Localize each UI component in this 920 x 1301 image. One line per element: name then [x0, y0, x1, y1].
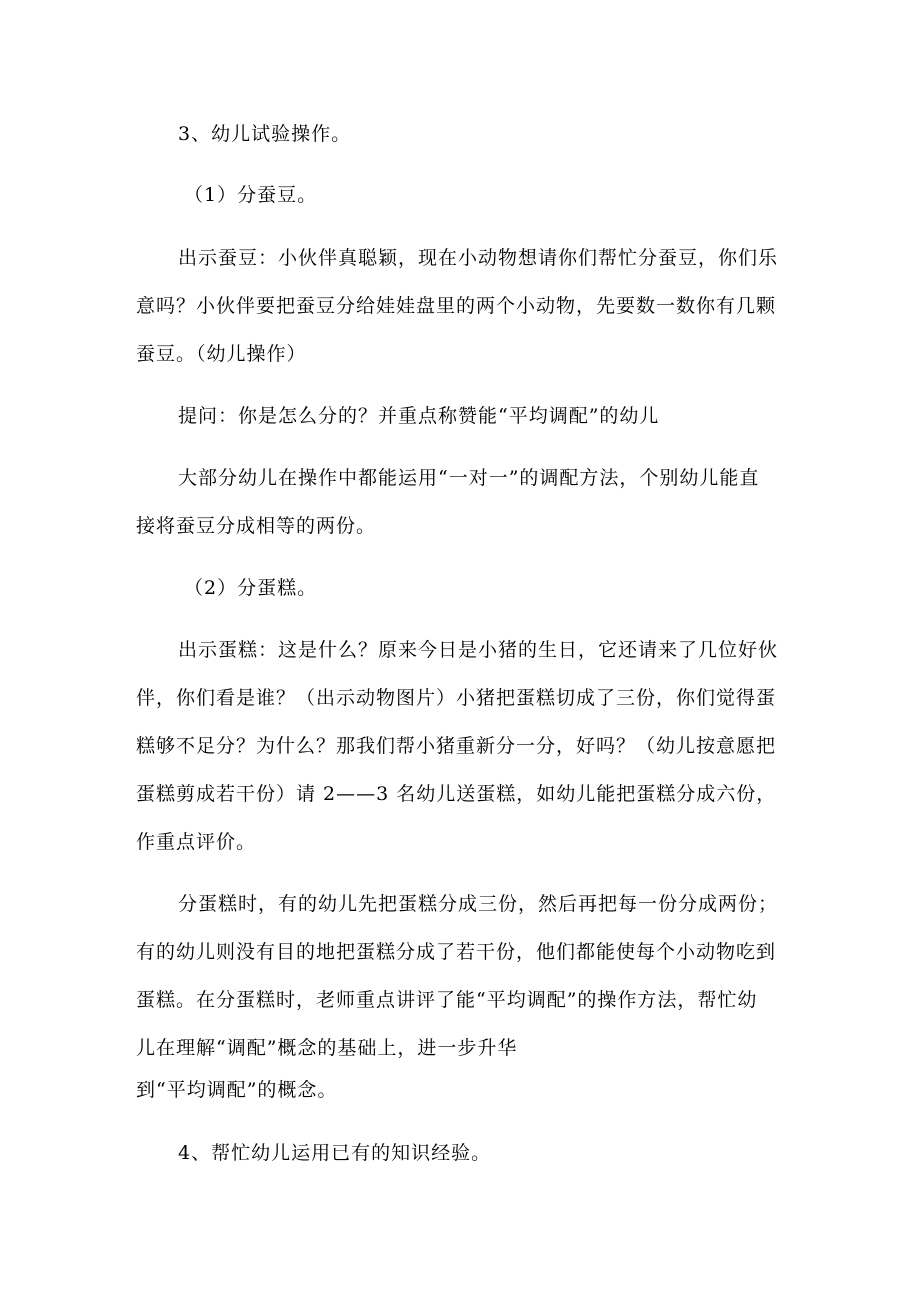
paragraph-3-line-1: 大部分幼儿在操作中都能运用“一对一”的调配方法，个别幼儿能直: [178, 467, 760, 489]
paragraph-4-line-2: 伴，你们看是谁？（出示动物图片）小猪把蛋糕切成了三份，你们觉得蛋: [136, 687, 777, 709]
section-heading-4: 4、帮忙幼儿运用已有的知识经验。: [178, 1142, 492, 1164]
paragraph-4-line-3: 糕够不足分？为什么？那我们帮小猪重新分一分，好吗？（幼儿按意愿把: [136, 735, 777, 757]
paragraph-5-line-4: 儿在理解“调配”概念的基础上，进一步升华: [136, 1037, 518, 1059]
paragraph-4-line-1: 出示蛋糕：这是什么？原来今日是小猪的生日，它还请来了几位好伙: [178, 639, 779, 661]
subsection-heading-1: （1）分蚕豆。: [184, 184, 318, 206]
paragraph-5-line-5: 到“平均调配”的概念。: [136, 1079, 338, 1101]
paragraph-3-line-2: 接将蚕豆分成相等的两份。: [136, 515, 377, 537]
paragraph-4-line-4: 蛋糕剪成若干份）请 2——3 名幼儿送蛋糕，如幼儿能把蛋糕分成六份，: [136, 783, 777, 805]
paragraph-2: 提问：你是怎么分的？并重点称赞能“平均调配”的幼儿: [178, 405, 660, 427]
paragraph-1-line-1: 出示蚕豆：小伙伴真聪颖，现在小动物想请你们帮忙分蚕豆，你们乐: [178, 247, 779, 269]
paragraph-4-line-5: 作重点评价。: [136, 831, 257, 853]
section-heading-3: 3、幼儿试验操作。: [178, 123, 352, 145]
paragraph-5-line-2: 有的幼儿则没有目的地把蛋糕分成了若干份，他们都能使每个小动物吃到: [136, 941, 777, 963]
paragraph-1-line-3: 蚕豆。（幼儿操作）: [136, 343, 307, 365]
subsection-heading-2: （2）分蛋糕。: [184, 577, 318, 599]
paragraph-1-line-2: 意吗？小伙伴要把蚕豆分给娃娃盘里的两个小动物，先要数一数你有几颗: [136, 295, 777, 317]
paragraph-5-line-3: 蛋糕。在分蛋糕时，老师重点讲评了能“平均调配”的操作方法，帮忙幼: [136, 989, 758, 1011]
paragraph-5-line-1: 分蛋糕时，有的幼儿先把蛋糕分成三份，然后再把每一份分成两份；: [178, 893, 779, 915]
